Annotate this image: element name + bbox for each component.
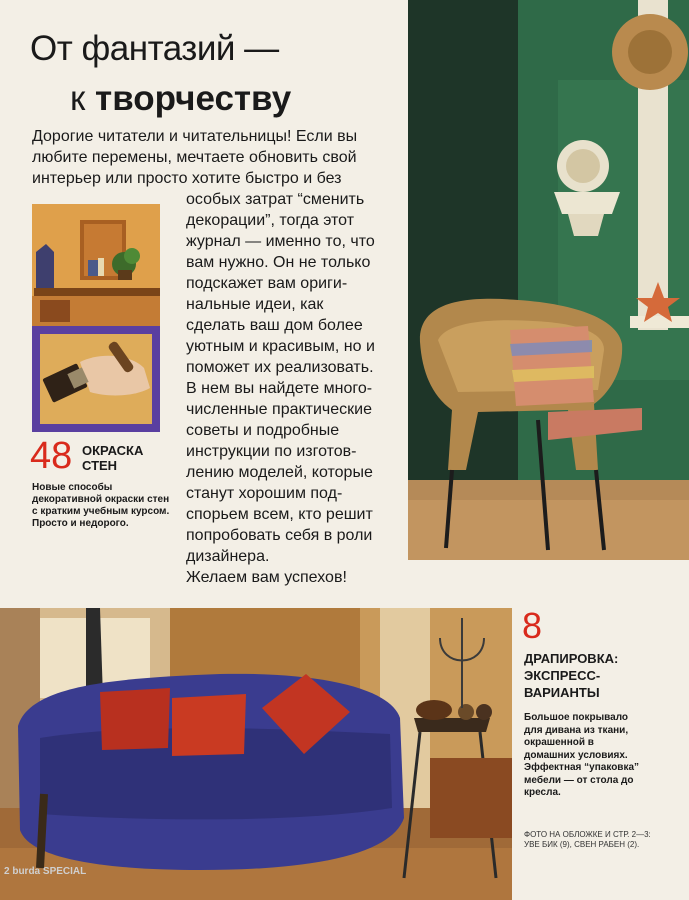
feature-description — [32, 482, 182, 530]
photo-credit — [524, 830, 651, 850]
feature-desc-line: окрашенной в — [524, 737, 594, 748]
body-line: журнал — именно то, что — [186, 233, 375, 250]
feature-desc-line: Большое покрывало — [524, 712, 629, 723]
body-paragraph — [186, 189, 386, 588]
body-line: лению моделей, которые — [186, 464, 373, 481]
body-line: сделать ваш дом более — [186, 317, 363, 334]
feature-caption-line: СТЕН — [82, 458, 118, 473]
title-bold-word: творчеству — [95, 79, 292, 118]
feature-description — [524, 712, 639, 800]
body-line: дизайнера. — [186, 548, 270, 565]
feature-desc-line: кресла. — [524, 787, 561, 798]
title-prefix: к — [70, 79, 96, 118]
draped-sofa-photo — [0, 608, 512, 900]
feature-caption — [82, 443, 143, 473]
body-line: станут хорошим под- — [186, 485, 343, 502]
body-line: инструкции по изготов- — [186, 443, 357, 460]
body-line: советы и подробные — [186, 422, 340, 439]
body-line: особых затрат “сменить — [186, 191, 365, 208]
body-line: спорьем всем, кто решит — [186, 506, 373, 523]
feature-caption-line: ЭКСПРЕСС- — [524, 668, 601, 683]
wicker-chair-photo — [408, 0, 689, 560]
photo-credit-line: ФОТО НА ОБЛОЖКЕ И СТР. 2—3: — [524, 830, 651, 839]
page-title-line1: От фантазий — — [30, 29, 279, 68]
body-line: вам нужно. Он не только — [186, 254, 371, 271]
intro-line: Дорогие читатели и читательницы! Если вы — [32, 128, 358, 145]
intro-paragraph — [32, 126, 372, 189]
feature-desc-line: мебели — от стола до — [524, 774, 634, 786]
feature-page-number: 8 — [522, 605, 543, 646]
feature-desc-line: Новые способы — [32, 482, 113, 493]
feature-desc-line: декоративной окраски стен — [32, 494, 170, 505]
photo-credit-line: УВЕ БИК (9), СВЕН РАБЕН (2). — [524, 840, 640, 849]
feature-caption — [524, 650, 618, 701]
feature-caption-line: ВАРИАНТЫ — [524, 685, 600, 700]
body-line: подскажет вам ориги- — [186, 275, 348, 292]
painting-brush-photo — [32, 326, 160, 432]
body-line: численные практические — [186, 401, 372, 418]
intro-line: любите перемены, мечтаете обновить свой — [32, 149, 357, 166]
feature-caption-line: ДРАПИРОВКА: — [524, 651, 619, 666]
niche-photo — [32, 204, 160, 326]
body-line: нальные идеи, как — [186, 296, 324, 313]
body-line: попробовать себя в роли — [186, 527, 373, 544]
body-line: поможет их реализовать. — [186, 359, 374, 376]
intro-line: интерьер или просто хотите быстро и без — [32, 170, 342, 187]
body-line: декорации”, тогда этот — [186, 212, 355, 229]
feature-desc-line: домашних условиях. — [524, 749, 628, 761]
feature-desc-line: Просто и недорого. — [32, 518, 129, 529]
page-number-mark: 2 burda SPECIAL — [4, 866, 87, 877]
body-line: В нем вы найдете много- — [186, 380, 373, 397]
body-line: уютным и красивым, но и — [186, 338, 375, 355]
feature-desc-line: для дивана из ткани, — [524, 724, 629, 736]
feature-desc-line: с кратким учебным курсом. — [32, 506, 170, 517]
feature-desc-line: Эффектная “упаковка” — [524, 762, 640, 773]
body-line: Желаем вам успехов! — [186, 569, 347, 586]
page-title-line2 — [70, 78, 291, 120]
feature-caption-line: ОКРАСКА — [82, 443, 144, 458]
feature-page-number: 48 — [30, 435, 73, 477]
